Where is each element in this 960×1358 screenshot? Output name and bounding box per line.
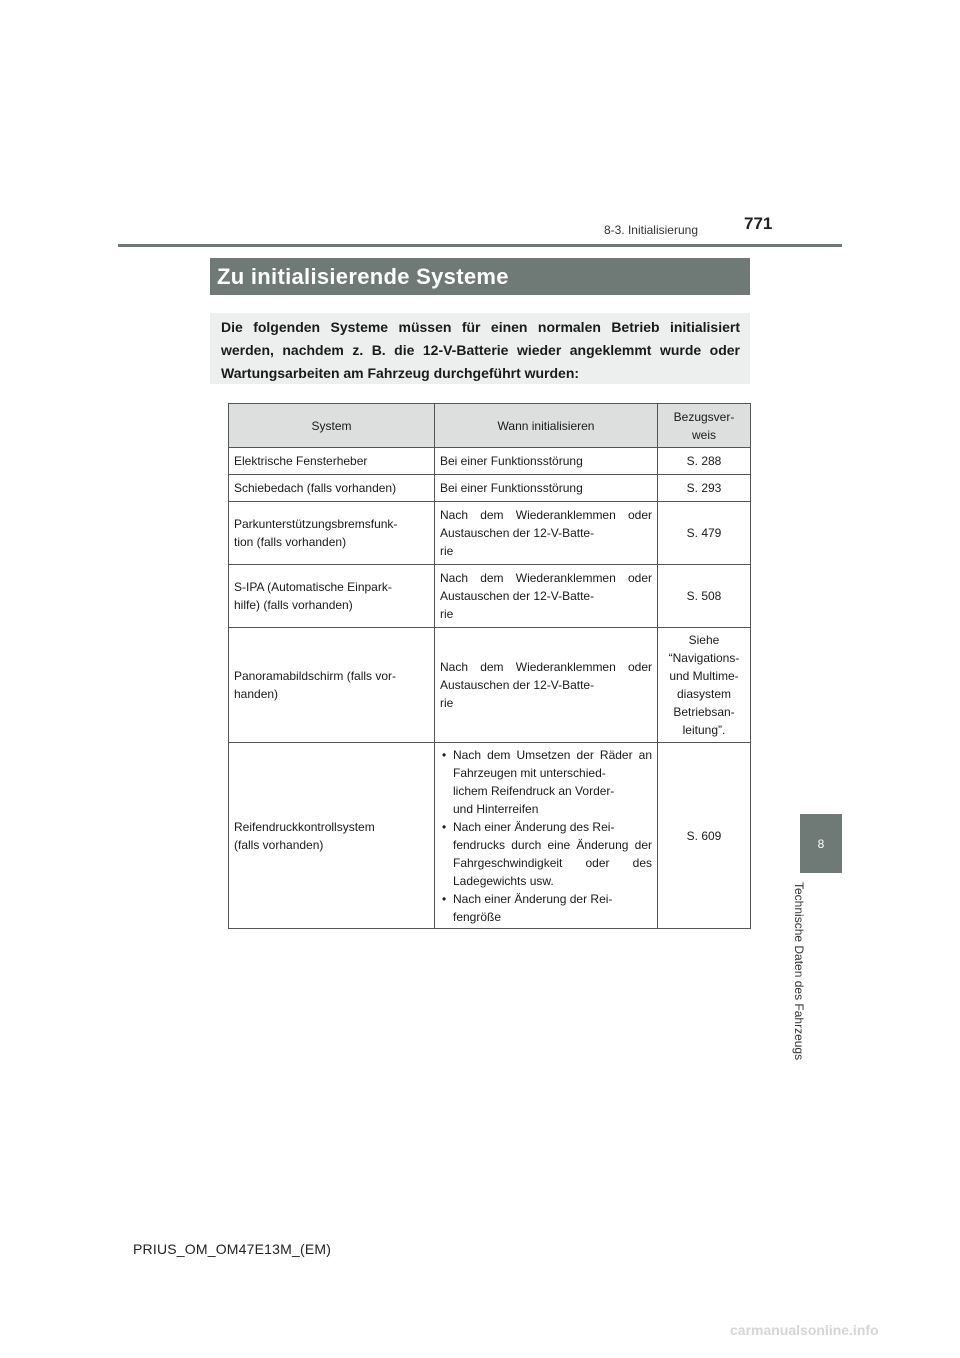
cell-system: S-IPA (Automatische Einpark- hilfe) (falls vorhanden) [229,565,435,628]
document-code: PRIUS_OM_OM47E13M_(EM) [133,1241,332,1257]
table-header-row [229,404,751,448]
intro-box [210,313,750,384]
column-header-reference: Bezugsver- weis [658,404,751,448]
section-title-bar [210,258,750,295]
intro-text: Die folgenden Systeme müssen für einen normalen Betrieb initialisiert werden, nachdem z. B. die 12-V-Batterie wieder angeklemmt wurde oder Wartungsarbeiten am Fahrzeug durchgeführt wurden: [221,319,740,381]
cell-when: Nach dem Wiederanklemmen oder Austauschen der 12-V-Batte- rie [435,502,658,565]
bullet-list [440,746,652,926]
table-row [229,448,751,475]
table-row [229,502,751,565]
column-header-system: System [229,404,435,448]
chapter-title: Technische Daten des Fahrzeugs [792,882,806,1061]
column-header-when: Wann initialisieren [435,404,658,448]
cell-when: Nach dem Wiederanklemmen oder Austauschen der 12-V-Batte- rie [435,628,658,743]
cell-reference: S. 293 [658,475,751,502]
cell-system: Schiebedach (falls vorhanden) [229,475,435,502]
list-item: • Nach einer Änderung der Rei- fengröße [440,890,652,926]
cell-when: Nach dem Wiederanklemmen oder Austauschen der 12-V-Batte- rie [435,565,658,628]
cell-when: Bei einer Funktionsstörung [435,448,658,475]
cell-system: Elektrische Fensterheber [229,448,435,475]
cell-system: Parkunterstützungsbremsfunk- tion (falls vorhanden) [229,502,435,565]
cell-system: Panoramabildschirm (falls vor- handen) [229,628,435,743]
cell-reference: S. 479 [658,502,751,565]
list-item: • Nach einer Änderung des Rei- fendrucks durch eine Änderung der Fahrgeschwindigkeit oder des Ladegewichts usw. [440,818,652,890]
cell-reference: S. 609 [658,743,751,929]
chapter-tab [800,814,842,873]
cell-reference: Siehe “Navigations- und Multime- diasystem Betriebsan- leitung”. [658,628,751,743]
header-divider [118,244,842,247]
section-title: Zu initialisierende Systeme [217,263,509,289]
cell-reference: S. 288 [658,448,751,475]
cell-when: Bei einer Funktionsstörung [435,475,658,502]
section-header: 8-3. Initialisierung [603,223,698,237]
list-item: • Nach dem Umsetzen der Räder an Fahrzeugen mit unterschied- lichem Reifendruck an Vorder- und Hinterreifen [440,746,652,818]
table-row [229,475,751,502]
cell-reference: S. 508 [658,565,751,628]
watermark: carmanualsonline.info [730,1322,879,1338]
chapter-number: 8 [817,836,825,851]
systems-table [228,403,751,929]
cell-when [435,743,658,929]
cell-system: Reifendruckkontrollsystem (falls vorhanden) [229,743,435,929]
table-row [229,565,751,628]
table-row [229,743,751,929]
table-row [229,628,751,743]
page-number: 771 [744,214,773,233]
